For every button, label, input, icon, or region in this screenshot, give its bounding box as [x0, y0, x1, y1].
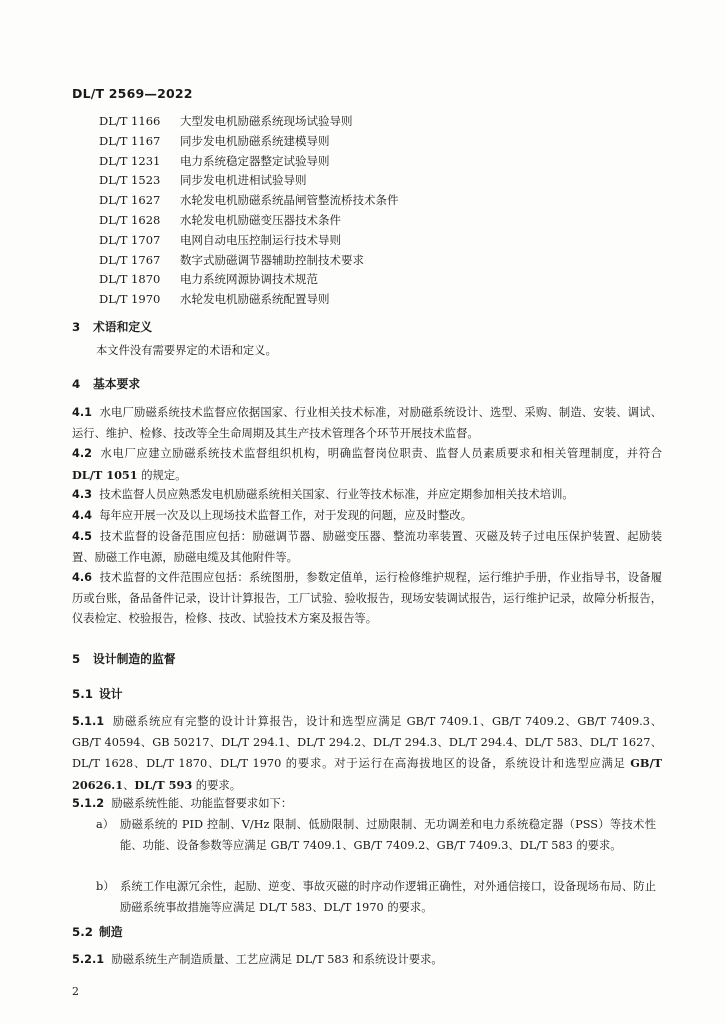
normative-references-list	[99, 112, 399, 310]
reference-title: 水轮发电机励磁系统配置导则	[180, 292, 330, 307]
clause-4-1	[72, 403, 662, 444]
list-marker: b）	[96, 880, 115, 893]
section-number: 5.2	[72, 925, 93, 939]
reference-code: DL/T 1231	[99, 153, 161, 168]
section-title: 基本要求	[93, 377, 141, 391]
reference-item	[99, 211, 399, 231]
clause-text: 技术监督的文件范围应包括：系统图册，参数定值单，运行检修维护规程，运行维护手册，作业指导书，设备履历或台账，备品备件记录，设计计算报告，工厂试验、验收报告，现场安装调试报告，运行维护记录，故障分析报告，仪表检定、校验报告，检修、技改、试验技术方案及报告等。	[72, 571, 662, 625]
section-number: 5	[72, 652, 81, 666]
clause-text: 励磁系统应有完整的设计计算报告，设计和选型应满足 GB/T 7409.1、GB/T 7409.2、GB/T 7409.3、GB/T 40594、GB 50217、DL/T 294.1、DL/T 294.2、DL/T 294.3、DL/T 294.4、DL/T 583、DL/T 1627、DL/T 1628、DL/T 1870、DL/T 1970 的要求。对于运行在高海拔地区的设备，系统设计和选型应满足	[72, 715, 663, 770]
clause-4-4	[72, 506, 662, 527]
clause-number: 4.3	[72, 488, 93, 501]
clause-4-5	[72, 527, 662, 568]
reference-standard: GB/T 20626.1	[72, 756, 662, 792]
reference-code: DL/T 1970	[99, 292, 161, 307]
clause-4-3	[72, 485, 662, 506]
clause-text: 的要求。	[192, 778, 241, 792]
section-3-heading	[72, 318, 152, 335]
clause-number: 5.1.1	[72, 715, 105, 728]
section-title: 设计制造的监督	[93, 652, 176, 666]
reference-item	[99, 171, 399, 191]
clause-5-1-1	[72, 712, 662, 796]
clause-text: 、	[123, 778, 135, 792]
section-title: 制造	[99, 925, 123, 939]
standard-number-header: DL/T 2569—2022	[72, 86, 193, 101]
reference-item	[99, 191, 399, 211]
page-number: 2	[72, 985, 79, 998]
clause-text: 励磁系统性能、功能监督要求如下：	[111, 797, 293, 810]
clause-4-2	[72, 444, 662, 486]
reference-standard: DL/T 593	[134, 777, 193, 792]
clause-text: 每年应开展一次及以上现场技术监督工作，对于发现的问题，应及时整改。	[99, 509, 473, 522]
reference-item	[99, 112, 399, 132]
reference-item	[99, 231, 399, 251]
clause-4-6	[72, 568, 662, 630]
list-item-text: 励磁系统的 PID 控制、V/Hz 限制、低励限制、过励限制、无功调差和电力系统稳定器（PSS）等技术性能、功能、设备参数等应满足 GB/T 7409.1、GB/T 7409.2、GB/T 7409.3、DL/T 583 的要求。	[120, 818, 656, 852]
reference-code: DL/T 1767	[99, 252, 161, 267]
section-3-text: 本文件没有需要界定的术语和定义。	[96, 344, 277, 357]
reference-code: DL/T 1628	[99, 212, 161, 227]
clause-number: 4.5	[72, 530, 93, 543]
reference-code: DL/T 1627	[99, 193, 161, 208]
reference-item	[99, 152, 399, 172]
reference-title: 电力系统稳定器整定试验导则	[180, 153, 330, 168]
section-number: 5.1	[72, 687, 93, 701]
clause-5-2-1	[72, 950, 662, 971]
reference-title: 数字式励磁调节器辅助控制技术要求	[180, 252, 364, 267]
clause-text: 的规定。	[137, 468, 187, 482]
reference-title: 同步发电机进相试验导则	[180, 173, 307, 188]
reference-item	[99, 132, 399, 152]
reference-title: 电网自动电压控制运行技术导则	[180, 232, 341, 247]
section-5-2-heading	[72, 923, 123, 940]
clause-5-1-2	[72, 794, 662, 815]
reference-code: DL/T 1166	[99, 114, 161, 128]
list-item-a	[96, 815, 656, 856]
reference-code: DL/T 1870	[99, 272, 161, 287]
section-5-1-heading	[72, 685, 123, 702]
section-title: 术语和定义	[93, 320, 152, 334]
clause-number: 5.1.2	[72, 797, 105, 810]
clause-number: 4.6	[72, 571, 93, 584]
clause-number: 4.4	[72, 509, 93, 522]
reference-code: DL/T 1523	[99, 173, 161, 188]
list-marker: a）	[96, 818, 115, 831]
list-item-text: 系统工作电源冗余性，起励、逆变、事故灭磁的时序动作逻辑正确性，对外通信接口，设备现场布局、防止励磁系统事故措施等应满足 DL/T 583、DL/T 1970 的要求。	[120, 880, 656, 914]
clause-number: 4.1	[72, 406, 93, 419]
section-5-heading	[72, 650, 176, 667]
list-item-b	[96, 877, 656, 918]
section-number: 4	[72, 377, 81, 391]
clause-text: 技术监督的设备范围应包括：励磁调节器、励磁变压器、整流功率装置、灭磁及转子过电压保护装置、起励装置、励磁工作电源，励磁电缆及其他附件等。	[72, 530, 662, 564]
reference-code: DL/T 1167	[99, 133, 161, 148]
reference-item	[99, 251, 399, 271]
clause-text: 励磁系统生产制造质量、工艺应满足 DL/T 583 和系统设计要求。	[111, 953, 443, 966]
section-4-heading	[72, 375, 140, 392]
reference-title: 大型发电机励磁系统现场试验导则	[180, 114, 353, 128]
clause-text: 技术监督人员应熟悉发电机励磁系统相关国家、行业等技术标准，并应定期参加相关技术培训。	[99, 488, 574, 501]
clause-number: 4.2	[72, 447, 93, 460]
section-title: 设计	[99, 687, 123, 701]
reference-code: DL/T 1707	[99, 232, 161, 247]
reference-title: 同步发电机励磁系统建模导则	[180, 133, 330, 148]
clause-text: 水电厂励磁系统技术监督应依据国家、行业相关技术标准，对励磁系统设计、选型、采购、制造、安装、调试、运行、维护、检修、技改等全生命周期及其生产技术管理各个环节开展技术监督。	[72, 406, 662, 440]
clause-number: 5.2.1	[72, 953, 105, 966]
reference-title: 电力系统网源协调技术规范	[180, 272, 318, 287]
section-number: 3	[72, 320, 81, 334]
reference-item	[99, 270, 399, 290]
reference-standard: DL/T 1051	[72, 467, 138, 482]
reference-item	[99, 290, 399, 310]
reference-title: 水轮发电机励磁变压器技术条件	[180, 212, 341, 227]
clause-text: 水电厂应建立励磁系统技术监督组织机构，明确监督岗位职责、监督人员素质要求和相关管理制度，并符合	[100, 447, 662, 460]
reference-title: 水轮发电机励磁系统晶闸管整流桥技术条件	[180, 193, 399, 208]
